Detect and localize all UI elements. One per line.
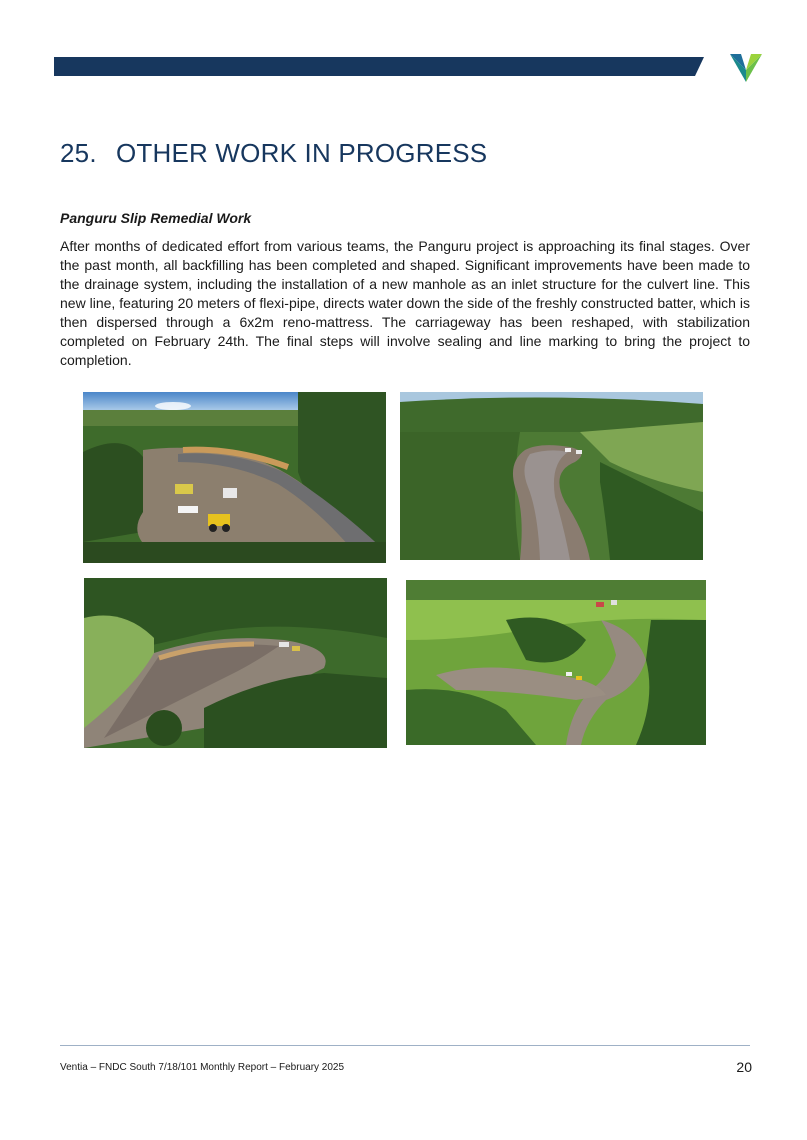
photo-road-farmland [406,580,706,745]
photo-winding-road [400,392,703,560]
footer-text: Ventia – FNDC South 7/18/101 Monthly Report – February 2025 [60,1062,345,1073]
page-number: 20 [736,1059,752,1075]
photo-worksite-machinery [83,392,386,563]
section-title-text: OTHER WORK IN PROGRESS [116,138,488,168]
ventia-v-logo-icon [730,52,762,82]
section-title [60,138,487,169]
footer-divider [60,1045,750,1046]
section-number: 25. [60,138,97,168]
body-paragraph: After months of dedicated effort from various teams, the Panguru project is approaching its final stages. Over the past month, all backfilling has been completed and shaped. Significant improvements have been made to the drainage system, including the installation of a new manhole as an inlet structure for the culvert line. This new line, featuring 20 meters of flexi-pipe, directs water down the side of the freshly constructed batter, which is then dispersed through a 6x2m reno-mattress. The carriageway has been reshaped, with stabilization completed on February 24th. The final steps will involve sealing and line marking to bring the project to completion. [60,238,750,368]
header-bar [54,57,704,76]
photo-road-bend-batter [84,578,387,748]
subsection-heading: Panguru Slip Remedial Work [60,210,252,226]
